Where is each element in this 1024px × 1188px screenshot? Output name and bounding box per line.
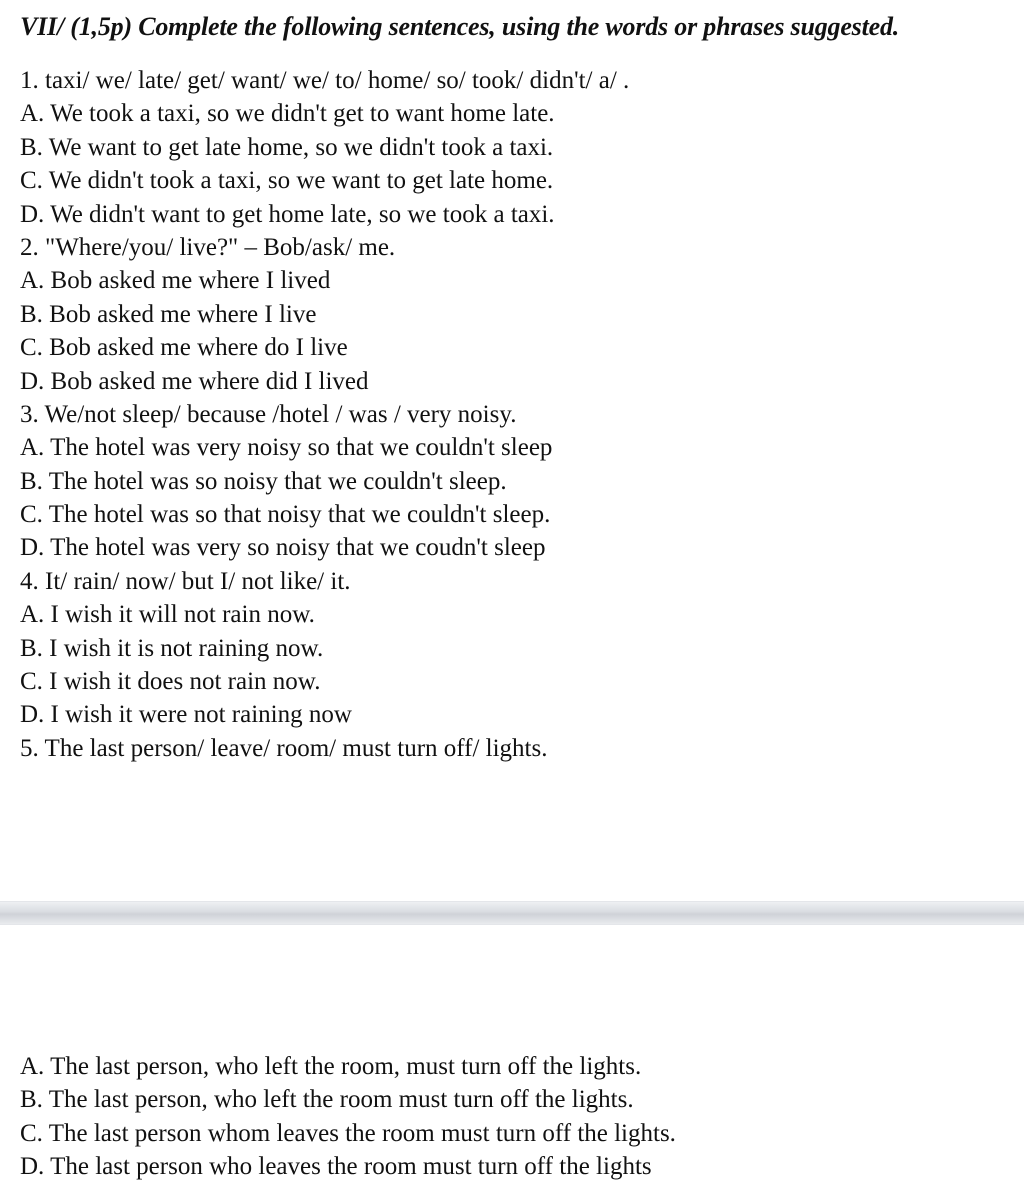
question-2-option-a: A. Bob asked me where I lived xyxy=(20,267,331,295)
question-1-option-b: B. We want to get late home, so we didn't took a taxi. xyxy=(20,133,554,161)
screenshot-divider xyxy=(0,901,1024,925)
question-4-prompt: 4. It/ rain/ now/ but I/ not like/ it. xyxy=(20,567,351,595)
question-5-option-a: A. The last person, who left the room, must turn off the lights. xyxy=(20,1053,642,1080)
question-1-prompt: 1. taxi/ we/ late/ get/ want/ we/ to/ home/ so/ took/ didn't/ a/ . xyxy=(20,67,630,94)
question-3-option-b: B. The hotel was so noisy that we couldn't sleep. xyxy=(20,467,507,495)
question-5-prompt: 5. The last person/ leave/ room/ must turn off/ lights. xyxy=(20,734,548,762)
question-3-option-d: D. The hotel was very so noisy that we coudn't sleep xyxy=(20,534,546,562)
question-5-option-c: C. The last person whom leaves the room must turn off the lights. xyxy=(20,1119,676,1147)
question-2-prompt: 2. "Where/you/ live?" – Bob/ask/ me. xyxy=(20,233,396,261)
question-4-option-b: B. I wish it is not raining now. xyxy=(20,634,324,662)
question-2-option-b: B. Bob asked me where I live xyxy=(20,300,317,328)
question-5-option-b: B. The last person, who left the room must turn off the lights. xyxy=(20,1086,634,1114)
question-3-prompt: 3. We/not sleep/ because /hotel / was / very noisy. xyxy=(20,400,517,428)
question-2-option-c: C. Bob asked me where do I live xyxy=(20,334,348,362)
question-5-options xyxy=(20,1050,1010,1184)
question-3-option-c: C. The hotel was so that noisy that we couldn't sleep. xyxy=(20,501,551,529)
question-list xyxy=(20,64,1010,765)
question-2-option-d: D. Bob asked me where did I lived xyxy=(20,367,369,395)
question-3-option-a: A. The hotel was very noisy so that we couldn't sleep xyxy=(20,434,553,462)
question-5-option-d: D. The last person who leaves the room must turn off the lights xyxy=(20,1153,652,1181)
question-1-option-c: C. We didn't took a taxi, so we want to get late home. xyxy=(20,167,554,195)
section-title: VII/ (1,5p) Complete the following sentences, using the words or phrases suggested. xyxy=(20,12,900,41)
question-4-option-c: C. I wish it does not rain now. xyxy=(20,668,321,696)
question-1-option-d: D. We didn't want to get home late, so we took a taxi. xyxy=(20,200,555,228)
question-1-option-a: A. We took a taxi, so we didn't get to want home late. xyxy=(20,100,555,128)
question-4-option-a: A. I wish it will not rain now. xyxy=(20,601,315,629)
question-4-option-d: D. I wish it were not raining now xyxy=(20,701,352,729)
